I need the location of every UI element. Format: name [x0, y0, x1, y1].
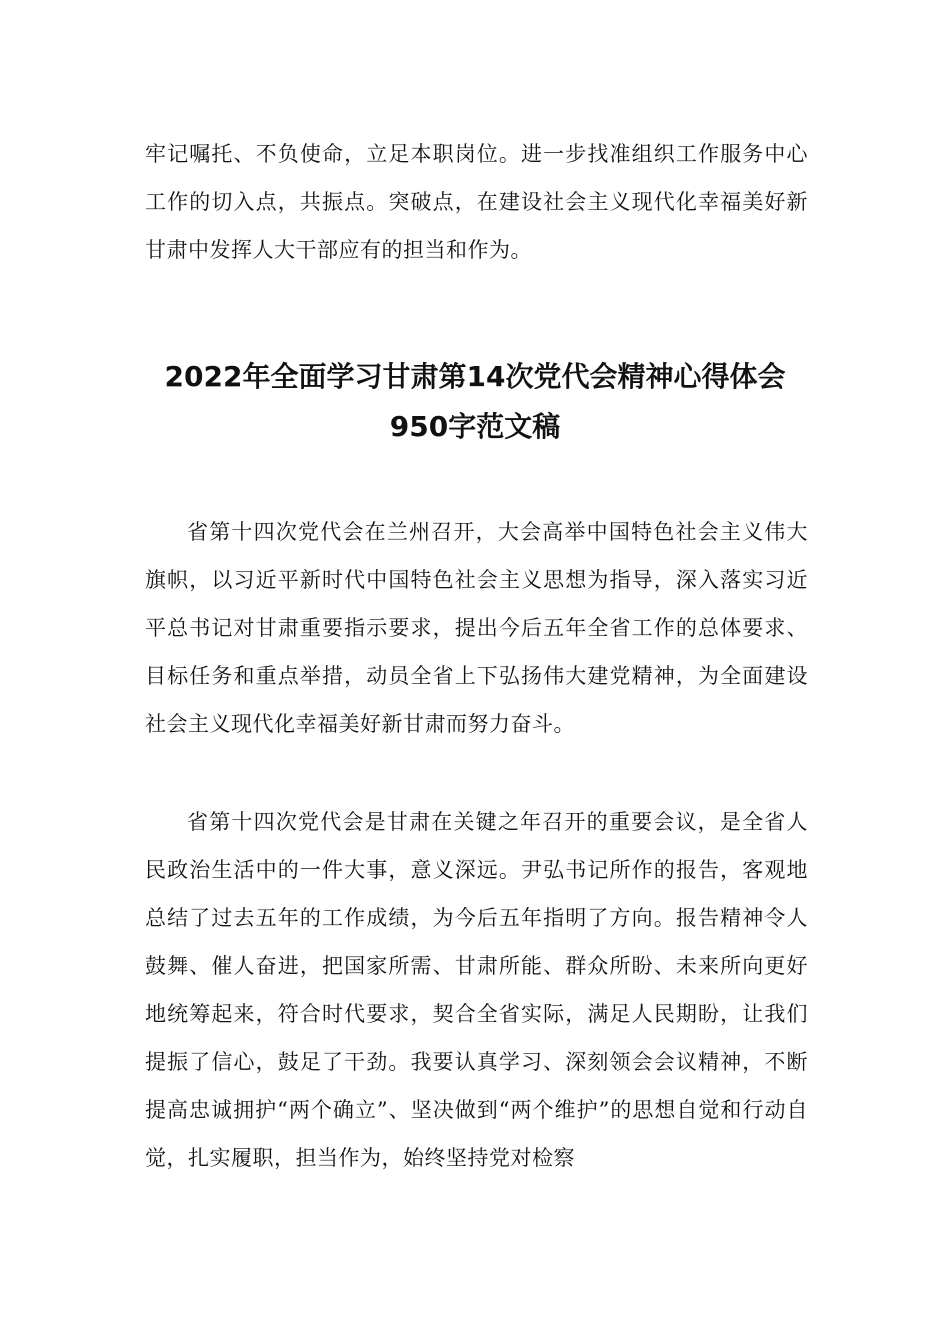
document-title-line-2: 950字范文稿: [389, 410, 561, 443]
document-title-line-1: 2022年全面学习甘肃第14次党代会精神心得体会: [164, 360, 786, 393]
body-paragraph-2: 省第十四次党代会是甘肃在关键之年召开的重要会议，是全省人民政治生活中的一件大事，意义深远。尹弘书记所作的报告，客观地总结了过去五年的工作成绩，为今后五年指明了方向。报告精神令人鼓舞、催人奋进，把国家所需、甘肃所能、群众所盼、未来所向更好地统筹起来，符合时代要求，契合全省实际，满足人民期盼，让我们提振了信心，鼓足了干劲。我要认真学习、深刻领会会议精神，不断提高忠诚拥护“两个确立”、坚决做到“两个维护”的思想自觉和行动自觉，扎实履职，担当作为，始终坚持党对检察: [145, 810, 808, 1170]
intro-paragraph: 牢记嘱托、不负使命，立足本职岗位。进一步找准组织工作服务中心工作的切入点，共振点。突破点，在建设社会主义现代化幸福美好新甘肃中发挥人大干部应有的担当和作为。: [145, 142, 808, 262]
body-paragraph-1: 省第十四次党代会在兰州召开，大会高举中国特色社会主义伟大旗帜，以习近平新时代中国特色社会主义思想为指导，深入落实习近平总书记对甘肃重要指示要求，提出今后五年全省工作的总体要求、目标任务和重点举措，动员全省上下弘扬伟大建党精神，为全面建设社会主义现代化幸福美好新甘肃而努力奋斗。: [145, 520, 808, 736]
